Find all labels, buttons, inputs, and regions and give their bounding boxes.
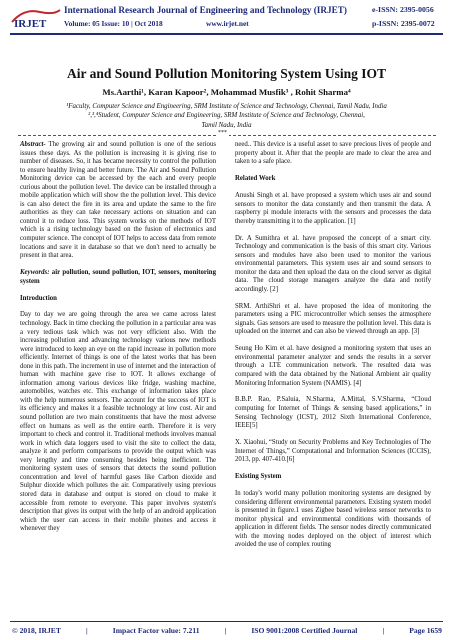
related-work-paragraph: Seung Ho Kim et al. have designed a monitoring system that uses an environmental parameter analyzer and sends the results in a server through a LTE communication network. The resulted data was compared with the data obtained by the National Ambient air quality Monitoring Information System (NAMIS). [4] xyxy=(235,345,431,387)
svg-text:IRJET: IRJET xyxy=(14,18,47,30)
existing-system-text: In today's world many pollution monitoring systems are designed by considering different environmental parameters. Existing system model is presented in figure.1 uses Zigbee based wireless sensor networks to monitor physical and environmental conditions with thousands of application in different fields. The sensor nodes directly communicated with the moving nodes deployed on the object of interest which avoided the use of complex routing xyxy=(235,490,431,549)
keywords xyxy=(20,269,216,286)
footer-iso: ISO 9001:2008 Certified Journal xyxy=(251,626,358,635)
introduction-heading: Introduction xyxy=(20,294,57,302)
abstract-text: The growing air and sound pollution is one of the serious issues these days. As the pollution is increasing it is giving rise to number of diseases. So, it has became necessity to control the pollution to ensure healthy living and better future. The Air and Sound Pollution Monitoring device can be accessed by the each and every people curious about the pollution level. The device can be installed through a mobile application which will show the the pollution level. This device is can also detect the fire in its area and update the same to the fire authorities as they can take necessary actions on situation and can control it to reduce loss. This system works on the methods of IOT which is a rising technology based on the fusion of electronics and computer science. The concept of IOT helps to access data from remote locations and save it in database so that we don't need to actually be present in that area. xyxy=(20,141,216,260)
irjet-logo xyxy=(10,6,62,30)
footer-divider: | xyxy=(382,626,385,635)
right-column xyxy=(235,141,431,558)
footer-page-number: Page 1659 xyxy=(409,626,442,635)
affiliation-line: ²,³,⁴Student, Computer Science and Engineering, SRM Institute of Science and Technology, Chennai, xyxy=(88,112,365,120)
e-issn: e-ISSN: 2395-0056 xyxy=(372,5,434,14)
affiliations xyxy=(30,102,423,130)
author-list: Ms.Aarthi¹, Karan Kapoor², Mohammad Musfik³ , Rohit Sharma⁴ xyxy=(102,87,351,97)
related-work-paragraph: Anushi Singh et al. have proposed a system which uses air and sound sensors to monitor the data constantly and then transmit the data. A raspberry pi module interacts with the sensors and processes the data thereby transmitting it to the application. [1] xyxy=(235,191,431,225)
journal-name: International Research Journal of Engineering and Technology (IRJET) xyxy=(64,5,347,15)
footer-impact-factor: Impact Factor value: 7.211 xyxy=(112,626,200,635)
footer-copyright: © 2018, IRJET xyxy=(12,626,61,635)
introduction-text: Day to day we are going through the area we came across latest technology. Back in time checking the pollution in a particular area was a very tedious task which was not very efficient also. With the increasing pollution and advancing technology various new methods were introduced to keep an eye on the rapid increase in pollution more efficiently. Internet of things is one of the latest works that has been done in this path. The increment in use of internet and the interaction of human with machine gave rise to IOT. It allows exchange of information among various devices like fridge, washing machine, automobiles, watches etc. This exchange of information takes place with the help numerous sensors. The account for the success of IOT is its efficiency and makes it a feasible technology at low cost. Air and sound pollution are two main constituents that have the most adverse effect on humans as well as the entire earth. Therefore it is very important to check and control it. Traditional methods involves manual work in which data loggers used to visit the site to collect the data, analyze it and perform comparisons to provide the output which was very lengthy and time consuming besides being inefficient. The monitoring system uses of sensors that detects the sound pollution concentration and level of harmful gases like Carbon dioxide and Sulphur dioxide which pollutes the air. Comparatively using previous stored data in database and output is stored on cloud to make it accessible from remote to everyone. This paper involves system's description that gives its output with the help of an android application which the user can access in their mobile phones and access it whenever they xyxy=(20,311,216,533)
p-issn: p-ISSN: 2395-0072 xyxy=(372,19,435,28)
separator-stars: *** xyxy=(218,130,227,136)
related-work-heading: Related Work xyxy=(235,175,276,183)
affiliation-line: Tamil Nadu, India xyxy=(201,121,252,129)
footer-divider: | xyxy=(224,626,227,635)
related-work-paragraph: Dr. A Sumithra et al. have proposed the concept of a smart city. Technology and communication is the basis of this smart city. Various sensors and modules have also been used to monitor the various environmental parameters. This system uses air and sound sensors to monitor the data and then upload the data on the cloud server as digital data. The cloud storage managers analyze the data and notify accordingly. [2] xyxy=(235,234,431,293)
footer-rule xyxy=(10,621,443,622)
left-column xyxy=(20,141,216,542)
volume-issue: Volume: 05 Issue: 10 | Oct 2018 xyxy=(64,19,163,28)
related-work-paragraph: X. Xiaohui, “Study on Security Problems and Key Technologies of The Internet of Things,” Computational and Information Sciences (ICCIS), 2013, pp. 407-410.[6] xyxy=(235,439,431,464)
footer-divider: | xyxy=(85,626,88,635)
keywords-text: air pollution, sound pollution, IOT, sensors, monitoring system xyxy=(20,269,216,285)
existing-system-heading: Existing System xyxy=(235,473,282,481)
page-footer xyxy=(12,626,442,635)
abstract-label: Abstract- xyxy=(20,141,46,148)
continued-text: need.. This device is a useful asset to save precious lives of people and property about it. After that the people are made to clear the area and taken to a safe place. xyxy=(235,141,431,166)
paper-title: Air and Sound Pollution Monitoring System Using IOT xyxy=(67,66,386,81)
journal-website[interactable]: www.irjet.net xyxy=(206,19,249,28)
related-work-paragraph: B.B.P. Rao, P.Saluia, N.Sharma, A.Mittal, S.V.Sharma, “Cloud computing for Internet of Things & sensing based applications,” in Sensing Technology (ICST), 2012 Sixth International Conference, IEEE[5] xyxy=(235,396,431,430)
keywords-label: Keywords: xyxy=(20,269,50,277)
abstract xyxy=(20,141,216,261)
journal-header xyxy=(0,0,453,44)
affiliation-line: ¹Faculty, Computer Science and Engineering, SRM Institute of Science and Technology, Chennai, Tamil Nadu, India xyxy=(66,103,387,110)
related-work-paragraph: SRM. ArthiShri et al. have proposed the idea of monitoring the parameters using a PIC microcontroller which senses the atmosphere signals. Gas sensors are used to measure the pollution level. This data is uploaded on the internet and can also be viewed through an app. [3] xyxy=(235,302,431,336)
header-rule xyxy=(10,33,443,35)
